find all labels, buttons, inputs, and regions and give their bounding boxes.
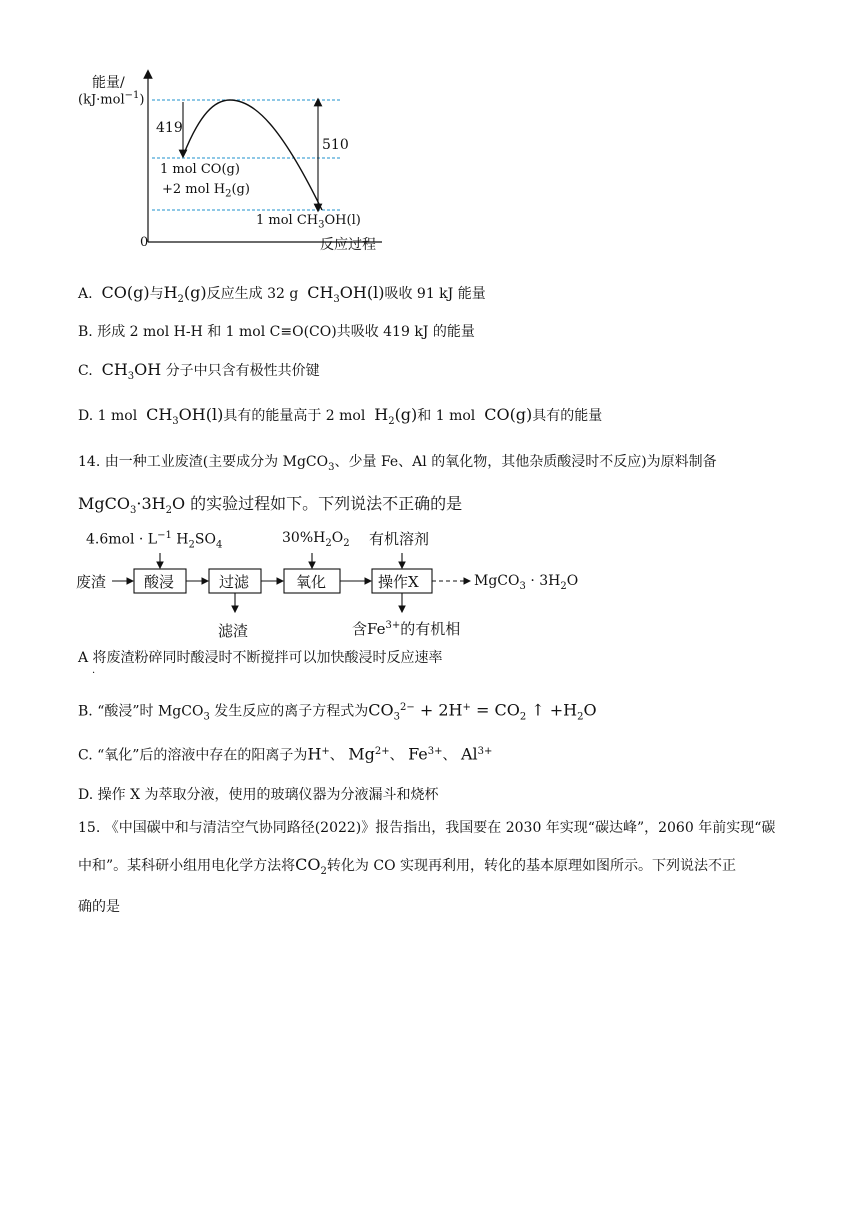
option-a-dot: ·	[92, 668, 96, 679]
q13-option-d: D. 1 mol $CH_3OH(l)$具有的能量高于 2 mol $H_2(g)$和 1 mol CO(g)具有的能量	[78, 405, 603, 427]
q15-line1: 15. 《中国碳中和与清洁空气协同路径(2022)》报告指出，我国要在 2030 年实现“碳达峰”，2060 年前实现“碳	[78, 820, 776, 836]
q14-option-b: B. “酸浸”时 MgCO$_3$ 发生反应的离子方程式为$CO_3^{2-} + 2H^+ = CO_2$ ↑ $+H_2O$	[78, 700, 597, 723]
step3-label: 氧化	[296, 573, 327, 591]
value-419-label: 419	[156, 120, 183, 136]
reactant-label-line1: 1 mol CO(g)	[160, 162, 240, 177]
q14-stem-line2: $MgCO_3\cdot 3H_2O$ 的实验过程如下。下列说法不正确的是	[78, 494, 463, 516]
origin-label: 0	[140, 235, 149, 250]
step4-label: 操作X	[378, 573, 419, 591]
start-label: 废渣	[76, 573, 107, 591]
q13-option-b: B. 形成 2 mol H-H 和 1 mol C≡O(CO)共吸收 419 kJ 的能量	[78, 324, 475, 340]
q14-option-a: A 将废渣粉碎同时酸浸时不断搅拌可以加快酸浸时反应速率	[78, 650, 443, 666]
q13-option-a: A. CO(g)与$H_2(g)$反应生成 32 g $CH_3OH(l)$吸收 91 kJ 能量	[78, 283, 486, 305]
step1-label: 酸浸	[144, 573, 175, 591]
q15-line2: 中和”。某科研小组用电化学方法将$CO_2$转化为 CO 实现再利用，转化的基本原理如图所示。下列说法不正	[78, 855, 736, 877]
energy-diagram	[70, 68, 400, 258]
product-label: 1 mol $CH_3OH(l)$	[256, 213, 361, 231]
q14-stem-line1: 14. 由一种工业废渣(主要成分为 MgCO$_3$、少量 Fe、Al 的氧化物，其他杂质酸浸时不反应)为原料制备	[78, 454, 717, 473]
q13-option-c: C. $CH_3OH$ 分子中只含有极性共价键	[78, 360, 320, 382]
byproduct1-label: 滤渣	[218, 622, 249, 640]
reagent1-label: $4.6mol \cdot L^{-1}$ $H_2SO_4$	[86, 530, 223, 551]
q14-option-c: C. “氧化”后的溶液中存在的阳离子为H+、 $Mg^{2+}$、 $Fe^{3+}$、 $Al^{3+}$	[78, 744, 493, 764]
y-axis-label-line1: 能量/	[92, 75, 125, 91]
step2-label: 过滤	[219, 573, 250, 591]
q15-line3: 确的是	[78, 899, 120, 915]
x-axis-label: 反应过程	[320, 237, 376, 253]
reagent2-label: $30\%H_2O_2$	[282, 530, 350, 549]
value-510-label: 510	[322, 137, 349, 153]
reactant-label-line2: +2 mol $H_2(g)$	[162, 182, 250, 200]
product-label: MgCO$_3$ · $3H_2O$	[474, 573, 579, 592]
y-axis-label-line2: (kJ·mol$^{-1}$)	[78, 90, 145, 108]
q14-option-d: D. 操作 X 为萃取分液，使用的玻璃仪器为分液漏斗和烧杯	[78, 787, 439, 803]
byproduct2-label: 含$Fe^{3+}$的有机相	[352, 620, 461, 638]
process-flowchart	[76, 528, 596, 643]
reagent3-label: 有机溶剂	[369, 530, 430, 548]
